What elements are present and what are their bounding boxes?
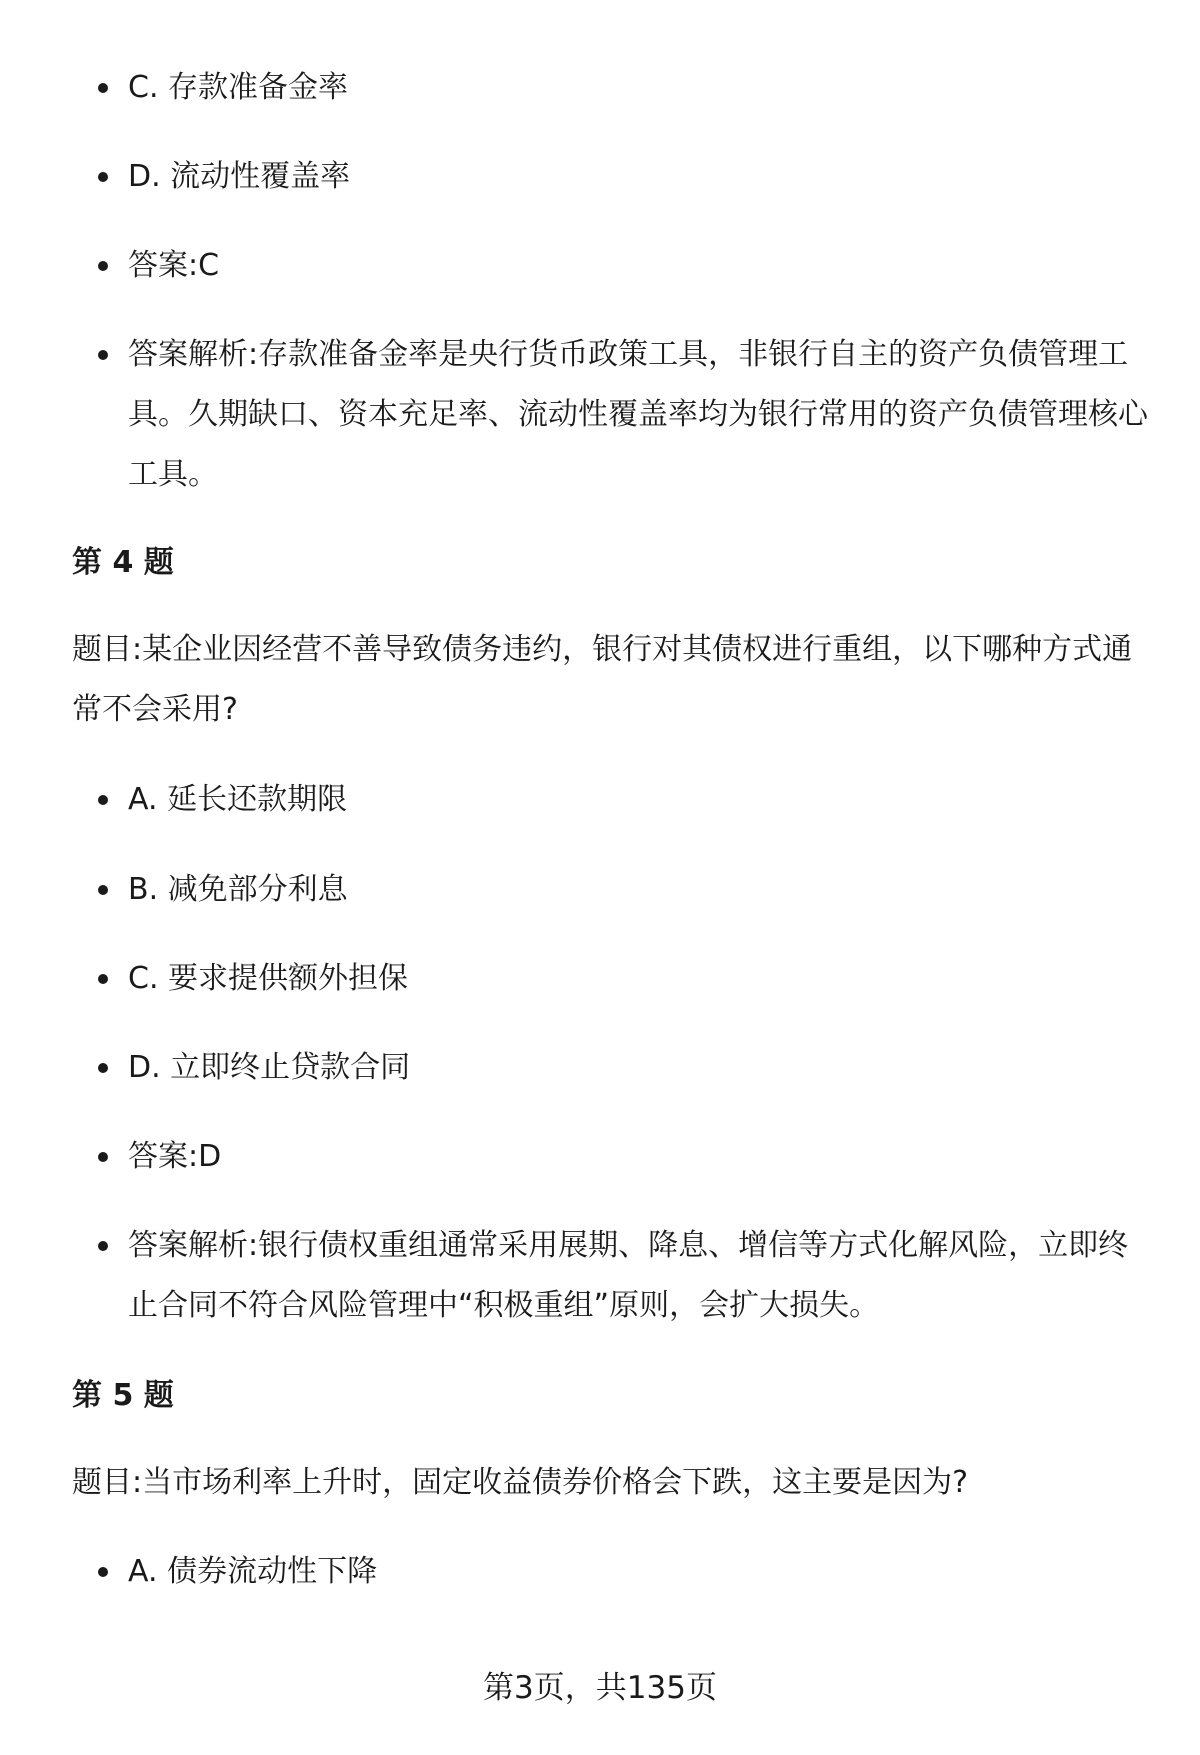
q4-option-d: D. 立即终止贷款合同 [128, 1038, 1152, 1098]
q4-explanation: 答案解析:银行债权重组通常采用展期、降息、增信等方式化解风险，立即终止合同不符合风险管理中“积极重组”原则，会扩大损失。 [128, 1216, 1152, 1336]
q4-answer: 答案:D [128, 1127, 1152, 1187]
q4-option-c: C. 要求提供额外担保 [128, 949, 1152, 1009]
q4-option-a: A. 延长还款期限 [128, 770, 1152, 830]
q3-answer: 答案:C [128, 236, 1152, 296]
q4-heading: 第 4 题 [72, 545, 174, 580]
page-indicator: 第3页，共135页 [483, 1670, 717, 1706]
q3-option-d: D. 流动性覆盖率 [128, 147, 1152, 207]
q5-question: 题目:当市场利率上升时，固定收益债券价格会下跌，这主要是因为? [72, 1465, 969, 1500]
q4-option-b: B. 减免部分利息 [128, 860, 1152, 920]
q5-heading: 第 5 题 [72, 1378, 174, 1413]
q5-option-a: A. 债券流动性下降 [128, 1542, 1152, 1602]
q4-question: 题目:某企业因经营不善导致债务违约，银行对其债权进行重组，以下哪种方式通常不会采用? [72, 632, 1133, 727]
q3-explanation: 答案解析:存款准备金率是央行货币政策工具，非银行自主的资产负债管理工具。久期缺口、资本充足率、流动性覆盖率均为银行常用的资产负债管理核心工具。 [128, 325, 1152, 505]
q3-option-c: C. 存款准备金率 [128, 58, 1152, 118]
